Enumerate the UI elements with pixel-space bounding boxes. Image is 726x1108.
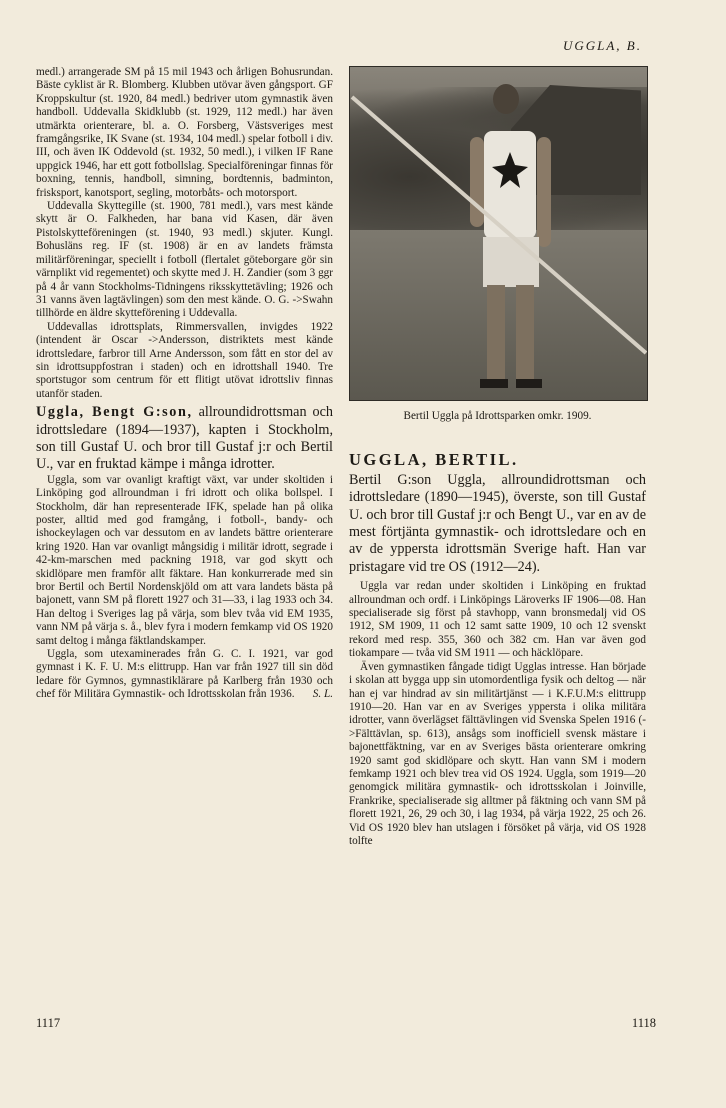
photo-caption: Bertil Uggla på Idrottsparken omkr. 1909. <box>403 410 592 422</box>
paragraph: Uggla var redan under skoltiden i Linköping en fruktad allroundman och ordf. i Linköpings Läroverks IF 1906—08. Han specialiserade sig först på stavhopp, vann bronsmedalj vid OS 1912, SM 1909, 11 och 12 samt satte 1909, 10 och 12 svenskt rekord med resp. 355, 360 och 382 cm. Han var även god tiokampare — tvåa vid SM 1911 — och häcklöpare. <box>349 580 646 660</box>
page-number-right: 1118 <box>631 1016 656 1030</box>
entry-lead-bengt <box>36 404 333 474</box>
entry-lead-text: allroundidrottsman och idrottsledare (1894—1937), kapten i Stockholm, son till Gustaf U. och bror till Gustaf j:r och Bertil U., var en fruktad kämpe i många idrotter. <box>36 404 333 473</box>
paragraph: Även gymnastiken fångade tidigt Ugglas intresse. Han började i skolan att bygga upp sin utomordentliga fysik och deltog — när han ej var hindrad av sin militärtjänst — i K.F.U.M:s elittrupp 1910—20. Han var en av Sveriges yppersta i olika militära idrotter, vann överlägset fälttävlingen vid Svenska Spelen 1916 (->Fälttävlan, sp. 613), ansågs som inofficiell svensk mästare i bajonettfäktning, var en av Sveriges bästa orienterare omkring 1920 samt god skidlöpare och skytt. Han vann SM i modern femkamp 1921 och blev trea vid OS 1924. Uggla, som 1919—20 genomgick militära gymnastik- och idrottsskolan i Joinville, Frankrike, specialiserade sig alltmer på fäktning och vann SM på florett 1921, 26, 29 och 30, i lag 1934, på värja 1922, 25 och 26. Vid OS 1920 blev han utslagen i försöket på värja, vid OS 1928 tolfte <box>349 660 646 847</box>
paragraph: Uddevalla Skyttegille (st. 1900, 781 medl.), vars mest kände skytt är O. Falkheden, har bana vid Kasen, där även Pistolskytteföreningen (st. 1940, 93 medl.) skjuter. Kungl. Bohusläns reg. IF (st. 1908) är en av landets främsta militärföreningar, speciellt i fotboll (flertalet göteborgare gör sin värnplikt vid regementet) och skytte med J. H. Zandier (som 3 ggr på 4 år vann Stockholms-Tidningens riksskyttetävling; 1926 och 31 vanns även lagtävlingen) som den mest kände. O. G. ->Swahn tillhörde en äldre skytteförening i Uddevalla. <box>36 200 333 320</box>
paragraph-text: Uggla, som utexaminerades från G. C. I. 1921, var god gymnast i K. F. U. M:s elittrupp. Han var från 1927 till sin död ledare för Gymnos, gymnastiklärare på Karlberg från 1930 och chef för Militära Gymnastik- och Idrottsskolan från 1936. <box>36 648 333 701</box>
right-column <box>349 66 646 848</box>
running-head: UGGLA, B. <box>562 38 642 53</box>
photo-figure <box>350 67 647 400</box>
entry-name: Uggla, Bengt G:son, <box>36 404 193 421</box>
entry-lead-bertil: Bertil G:son Uggla, allroundidrottsman och idrottsledare (1890—1945), överste, son till Gustaf U. och bror till Gustaf j:r och Bengt U., var en av de mest förtjänta gymnastik- och idrottsledare och en av de yppersta idrottsmän Sverige haft. Han var pristagare vid tre OS (1912—24). <box>349 471 646 575</box>
paragraph: Uddevallas idrottsplats, Rimmersvallen, invigdes 1922 (intendent är Oscar ->Andersson, distriktets mest kände idrottsledare, farbror till Arne Andersson, som fått en stor del av sin idrottsuppfostran i staden) och en idrottshall 1940. Tre sportstugor som centrum för ett flitigt utövat idrottsliv finnas utanför staden. <box>36 320 333 400</box>
paragraph <box>36 648 333 702</box>
entry-heading: UGGLA, BERTIL. <box>349 450 519 470</box>
page-number-left: 1117 <box>36 1016 61 1030</box>
photo-bertil-uggla <box>349 66 648 401</box>
author-signature: S. L. <box>312 688 333 701</box>
paragraph: medl.) arrangerade SM på 15 mil 1943 och årligen Bohusrundan. Bäste cyklist är R. Blomberg. Klubben utövar även gångsport. GF Kroppskultur (st. 1920, 84 medl.) bedriver utom gymnastik även handboll. Uddevalla Skidklubb (st. 1929, 112 medl.) har även utmärkta orienterare, bl. a. O. Forsberg, Västsveriges mest framgångsrike, IK Svane (st. 1934, 104 medl.) spelar fotboll i div. III, och även IK Oddevold (st. 1932, 50 medl.), i vilken IF Rane uppgick 1946, har ett gott fotbollslag. Specialföreningar finnas för boxning, tennis, handboll, simning, bordtennis, badminton, frisksport, kanotsport, segling, motorbåts- och motorsport. <box>36 66 334 199</box>
left-column <box>36 66 333 702</box>
paragraph: Uggla, som var ovanligt kraftigt växt, var under skoltiden i Linköping god allroundman i fri idrott och olika bollspel. I Stockholm, där han representerade IFK, spelade han på olika poster, alltid med god framgång, i fotboll-, bandy- och ishockeylagen och var dessutom en av landets bättre orienterare kring 1920. Han var ovanligt mångsidig i militär idrott, segrade i 42-km-marschen med packning 1918, var god skytt och skidlöpare men framför allt fäktare. Han konkurrerade med sin bror Bertil och Bertil Nordenskjöld om att vara landets bästa på bajonett, vann SM på florett 1927 och 31—33, i lag 1933 och 34. Han deltog i Sveriges lag på värja, som blev tvåa vid EM 1935, vann NM på värja s. å., blev fyra i modern femkamp vid OS 1920 samt deltog i många fäktlandskamper. <box>36 473 333 647</box>
